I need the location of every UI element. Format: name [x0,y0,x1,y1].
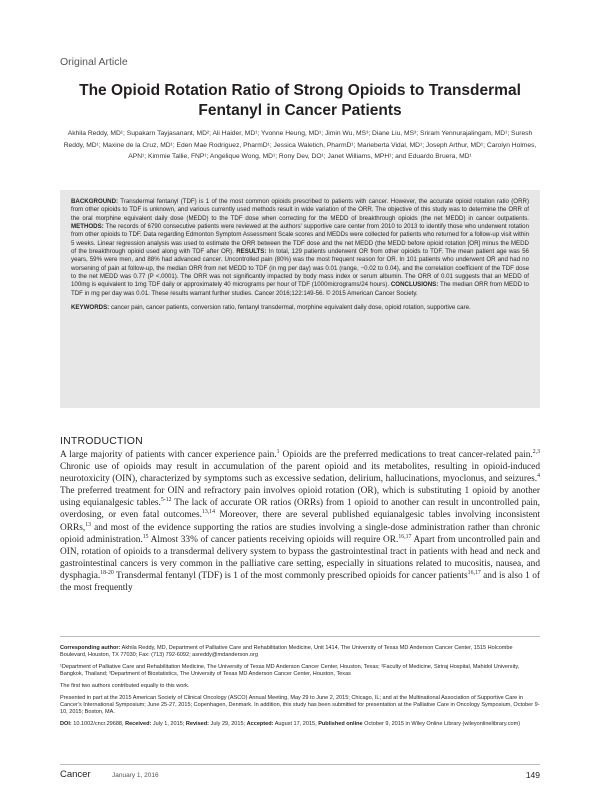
introduction-text: Moreover, there are several published equianalgesic tables involving inconsistent ORRs, [60,510,540,533]
corresponding-author-note [60,645,540,660]
revised-date: July 29, 2015; [210,721,246,727]
keywords-text: cancer pain, cancer patients, conversion ratio, fentanyl transdermal, morphine equivalent daily dose, opioid rotation, supportive care. [110,304,471,312]
received-date: July 1, 2015; [152,721,185,727]
footnote-divider [60,636,540,637]
introduction-text: Almost 33% of cancer patients receiving opioids will require OR. [148,534,399,545]
introduction-text: and most of the evidence supporting the ratios are studies involving a single-dose administration rather than chronic opioid administration. [60,522,540,545]
introduction-text: Chronic use of opioids may result in accumulation of the parent opioid and its metabolites, resulting in opioid-induced neurotoxicity (OIN), characterized by symptoms such as excessive sedation, delirium, hallucinations, myoclonus, and seizures. [60,462,540,485]
accepted-label: Accepted: [246,721,274,727]
article-type-label: Original Article [60,56,128,68]
affiliations-note: ¹Department of Palliative Care and Rehabilitation Medicine, The University of Texas MD Anderson Cancer Center, Houston, Texas; ²Faculty of Medicine, Siriraj Hospital, Mahidol University, Bangkok, Thailand; ³Department of Biostatistics, The University of Texas MD Anderson Cancer Center, Houston, Texas [60,664,520,678]
methods-text: The records of 6790 consecutive patients were reviewed at the authors' supportive care center from 2010 to 2013 to identify those who underwent rotation from other opioids to TDF. Data regarding Edmonton Symptom Assessment Scale scores and MEDDs were collected for patients who returned for a follow-up visit within 5 weeks. Linear regression analysis was used to estimate the ORR between the TDF dose and the net MEDD (the MEDD before opioid rotation [OR] minus the MEDD of the breakthrough opioid used along with TDF after OR). [71,223,529,256]
background-text: Transdermal fentanyl (TDF) is 1 of the most common opioids prescribed to patients with cancer. However, the accurate opioid rotation ratio (ORR) from other opioids to TDF is unknown, and various currently used methods result in wide variation of the ORR. The objective of this study was to determine the ORR of the oral morphine equivalent daily dose (MEDD) to the TDF dose when correcting for the MEDD of breakthrough opioids (the net MEDD) in cancer outpatients. [71,198,529,222]
presentation-note: Presented in part at the 2015 American Society of Clinical Oncology (ASCO) Annual Meeting, May 29 to June 2, 2015; Chicago, IL; and at the Multinational Association of Supportive Care in Cancer's International Symposium; June 25-27, 2015; Copenhagen, Denmark. In addition, this study has been submitted for presentation at the Palliative Care in Oncology Symposium, October 9-10, 2015; Boston, MA. [60,694,540,716]
citation-superscript[interactable]: 13 [85,521,91,528]
background-label: BACKGROUND: [71,198,119,205]
citation-superscript[interactable]: 1 [276,448,280,455]
results-label: RESULTS: [236,248,267,256]
citation-superscript[interactable]: 16,17 [467,569,481,576]
methods-label: METHODS: [71,223,104,231]
citation-superscript[interactable]: 5-12 [160,497,172,504]
doi-link[interactable]: 10.1002/cncr.29688, [73,721,124,727]
keywords [71,304,529,312]
received-label: Received: [125,721,152,727]
citation-superscript[interactable]: 15 [142,533,149,540]
conclusions-label: CONCLUSIONS: [390,281,439,289]
corresponding-author-text: Akhila Reddy, MD, Department of Palliative Care and Rehabilitation Medicine, Unit 1414, The University of Texas MD Anderson Cancer Center, 1515 Holcombe Boulevard, Houston, TX 77030; Fax: (713) 792-6092; asreddy@mdanderson.org [60,645,513,659]
citation-superscript[interactable]: 2,3 [532,448,540,455]
introduction-paragraph [60,449,540,594]
citation-superscript[interactable]: 18-20 [100,569,114,576]
introduction-text: A large majority of patients with cancer experience pain. [60,450,277,460]
citation-superscript[interactable]: 16,17 [398,533,412,540]
article-title: The Opioid Rotation Ratio of Strong Opioids to Transdermal Fentanyl in Cancer Patients [79,82,521,119]
conclusions-text: The median ORR from MEDD to TDF in mg per day was 0.01. These results warrant further studies. Cancer 2016;122:149-56. © 2015 American Cancer Society. [71,281,529,297]
accepted-date: August 17, 2015, [274,721,317,727]
corresponding-author-label: Corresponding author: [60,645,121,651]
publication-history [60,721,540,728]
citation-superscript[interactable]: 4 [537,473,540,480]
introduction-text: Apart from uncontrolled pain and OIN, rotation of opioids to a transdermal delivery system to bypass the gastrointestinal tract in patients with head and neck and gastrointestinal cancers is very common in the palliative care setting, especially in situations related to mucositis, nausea, and dysphagia. [60,534,541,581]
revised-label: Revised: [185,721,209,727]
abstract-box [60,190,540,408]
introduction-text: The preferred treatment for OIN and refractory pain involves opioid rotation (OR), which is substituting 1 opioid by another using equianalgesic tables. [60,486,540,509]
issue-date: January 1, 2016 [112,772,159,779]
journal-name: Cancer [60,769,91,780]
introduction-text: The lack of accurate OR ratios (ORRs) from 1 opioid to another can result in uncontrolled pain, overdosing, or even fatal outcomes. [60,498,540,521]
introduction-text: Opioids are the preferred medications to treat cancer-related pain. [279,450,533,460]
results-text: In total, 129 patients underwent OR from other opioids to TDF. The mean patient age was 56 years, 59% were men, and 88% had advanced cancer. Uncontrolled pain (80%) was the most frequent reason for OR. In 101 patients who underwent OR and had no worsening of pain at follow-up, the median ORR from net MEDD to TDF (in mg per day) was 0.01 (range, −0.02 to 0.04), and the correlation coefficient of the TDF dose to the net MEDD was 0.77 (P <.0001). The ORR was not significantly impacted by body mass index or serum albumin. The ORR of 0.01 suggests that an MEDD of 100mg is equivalent to 1mg TDF daily or approximately 40 micrograms per hour of TDF (1000micrograms/24 hours). [71,248,529,289]
introduction-body [60,449,540,594]
keywords-label: KEYWORDS: [71,304,110,312]
doi-label: DOI: [60,721,72,727]
author-list: Akhila Reddy, MD¹; Supakarn Tayjasanant, MD²; Ali Haider, MD¹; Yvonne Heung, MD¹; Jimin Wu, MS³; Diane Liu, MS³; Sriram Yennurajalingam, MD¹; Suresh Reddy, MD¹; Maxine de la Cruz, MD¹; Eden Mae Rodriguez, PharmD¹; Jessica Waletich, PharmD¹; Marieberta Vidal, MD¹; Joseph Arthur, MD¹; Carolyn Holmes, APN¹; Kimmie Tallie, FNP¹; Angelique Wong, MD¹; Rony Dev, DO¹; Janet Williams, MPH¹; and Eduardo Bruera, MD¹ [63,130,537,160]
published-label: Published online [318,721,363,727]
citation-superscript[interactable]: 13,14 [201,509,215,516]
footnotes [60,645,540,733]
contribution-note: The first two authors contributed equally to this work. [60,683,190,689]
introduction-text: Transdermal fentanyl (TDF) is 1 of the most commonly prescribed opioids for cancer patients [113,570,468,581]
footer-divider [60,764,540,765]
published-text: October 9, 2015 in Wiley Online Library (wileyonlinelibrary.com) [364,721,521,727]
abstract-main [71,198,529,298]
page-number: 149 [525,770,540,780]
introduction-heading: INTRODUCTION [60,435,143,447]
introduction-text: and is also 1 of the most frequently [60,570,540,594]
